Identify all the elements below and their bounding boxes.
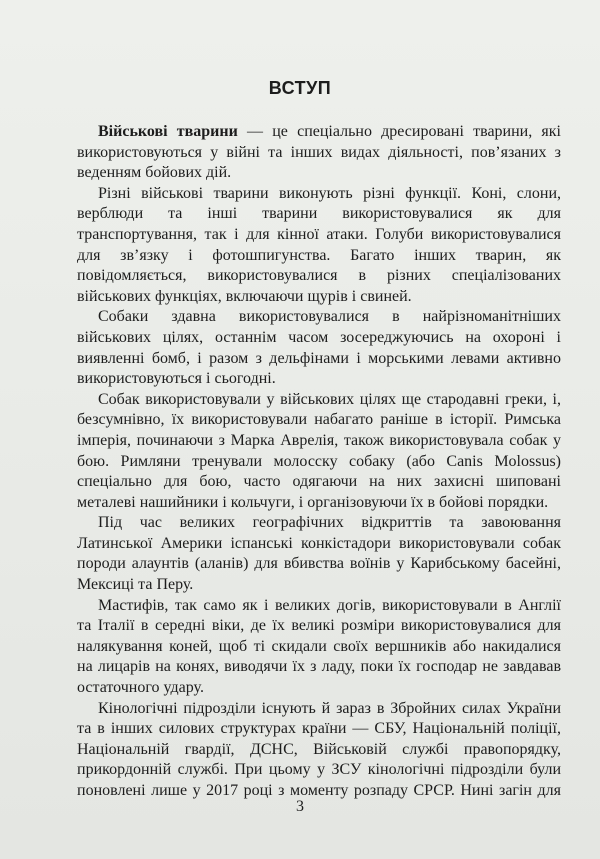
text-line: Собаки здавна використовувалися в найрізноманітніших bbox=[98, 308, 561, 326]
text-line: безсумнівно, їх використовували набагато раніше в історії. Римська bbox=[77, 411, 561, 429]
page-number: 3 bbox=[296, 798, 304, 815]
text-line: виявленні бомб, і разом з дельфінами і морськими левами активно bbox=[77, 349, 561, 367]
text-line: Кінологічні підрозділи існують й зараз в Збройних силах України bbox=[98, 699, 561, 717]
paragraph bbox=[77, 390, 561, 514]
text-line: налякування коней, щоб ті скидали своїх вершників або накидалися bbox=[77, 637, 561, 655]
text-line: поновлені лише у 2017 році з моменту розпаду СРСР. Нині загін для bbox=[77, 782, 561, 799]
paragraph bbox=[77, 596, 561, 699]
text-line: та в інших силових структурах країни — СБУ, Національній поліції, bbox=[77, 720, 561, 738]
text-line: транспортування, так і для кінної атаки. Голуби використовувалися bbox=[77, 225, 561, 243]
text-line: Собак використовували у військових цілях ще стародавні греки, і, bbox=[98, 390, 561, 408]
text-line: прикордонній службі. При цьому у ЗСУ кінологічні підрозділи були bbox=[77, 761, 561, 779]
text-line: військових цілях, останнім часом зосереджуючись на охороні і bbox=[77, 328, 561, 346]
text-line: спеціально для бою, часто одягаючи на них захисні шиповані bbox=[77, 473, 561, 491]
text-line: породи алаунтів (аланів) для вбивства воїнів у Карибському басейні, bbox=[77, 555, 561, 573]
text-line: бою. Римляни тренували молосску собаку (або Canis Molossus) bbox=[77, 452, 561, 470]
text-line: Мексиці та Перу. bbox=[77, 576, 194, 594]
text-line: імперія, починаючи з Марка Аврелія, також використовувала собак у bbox=[77, 431, 561, 449]
text-line: металеві нашийники і кольчуги, і організовуючи їх в бойові порядки. bbox=[77, 493, 549, 511]
text-line: повідомляється, використовувалися в різних спеціалізованих bbox=[77, 267, 561, 285]
text-line bbox=[77, 122, 561, 143]
text-line: верблюди та інші тварини використовувалися як для bbox=[77, 205, 561, 223]
text-line: Латинської Америки іспанські конкістадори використовували собак bbox=[77, 534, 561, 552]
text-line: Мастифів, так само як і великих догів, використовували в Англії bbox=[98, 596, 561, 614]
text-line: остаточного удару. bbox=[77, 679, 204, 697]
paragraph bbox=[77, 122, 561, 184]
page-title: ВСТУП bbox=[268, 78, 332, 98]
text-line: на лицарів на конях, виводячи їх з ладу, поки їх господар не завдавав bbox=[77, 658, 561, 676]
text-line: Під час великих географічних відкриттів та завоювання bbox=[98, 514, 561, 532]
text-line: та Італії в середні віки, де їх великі розміри використовувалися для bbox=[77, 617, 561, 635]
term-bold: Військові тварини bbox=[98, 123, 238, 140]
text-line: використовуються у війні та інших видах діяльності, пов’язаних з bbox=[77, 143, 561, 161]
paragraph bbox=[77, 184, 561, 308]
text-line: Різні військові тварини виконують різні функції. Коні, слони, bbox=[98, 184, 561, 202]
text-line: військових функціях, включаючи щурів і свиней. bbox=[77, 287, 412, 305]
paragraph bbox=[77, 513, 561, 595]
text-line: для зв’язку і фотошпигунства. Багато інших тварин, як bbox=[77, 246, 561, 264]
body-text bbox=[77, 122, 561, 802]
paragraph bbox=[77, 699, 561, 802]
paragraph bbox=[77, 307, 561, 389]
text-span: — це спеціально дресировані тварини, які bbox=[247, 123, 562, 140]
text-line: Національній гвардії, ДСНС, Військовій службі правопорядку, bbox=[77, 740, 561, 758]
text-line: веденням бойових дій. bbox=[77, 164, 232, 182]
text-line: використовуються і сьогодні. bbox=[77, 370, 276, 388]
